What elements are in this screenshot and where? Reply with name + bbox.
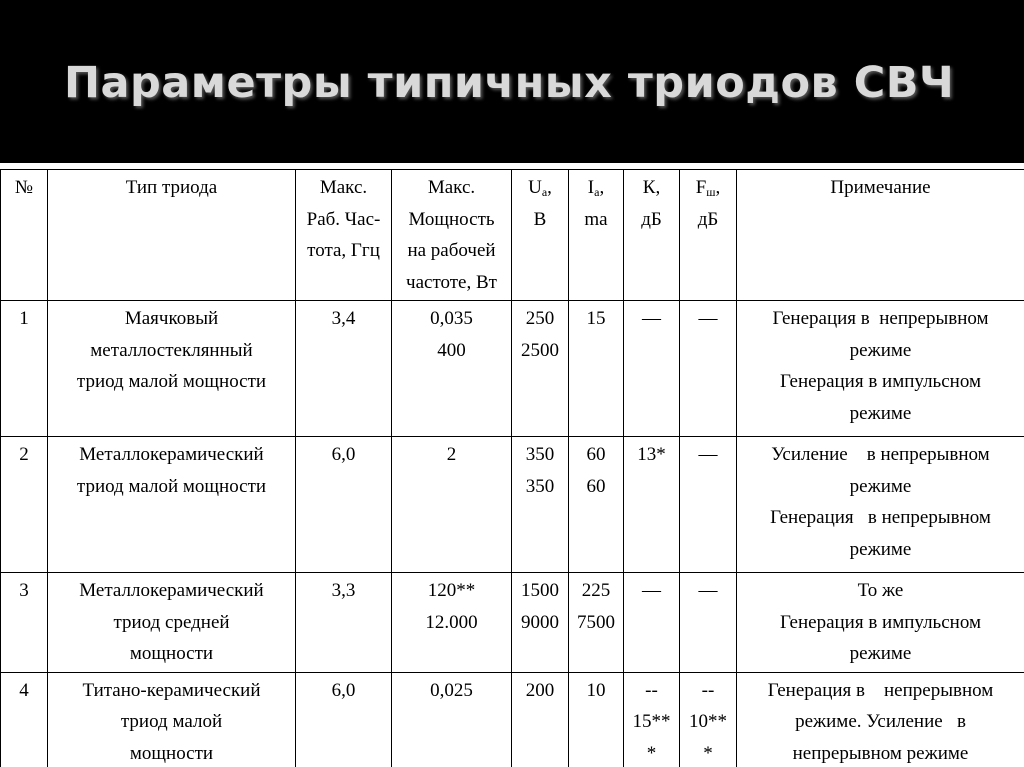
header-ua-rest: , [547,177,552,198]
cell-freq [296,573,392,673]
header-ia [569,170,624,301]
cell-k-line: -- [645,679,658,701]
cell-type-line: триод малой мощности [76,475,267,497]
cell-freq-text: 3,3 [331,580,356,601]
header-ia-sub: а [594,185,600,199]
cell-note-line: режиме [849,402,912,424]
cell-power-line: 2 [446,444,457,465]
header-note [737,170,1024,301]
cell-type-line: мощности [129,643,214,664]
cell-note-line: Генерация в непрерывном [770,507,991,528]
header-k-line: К, [642,177,661,198]
header-ua [512,170,569,301]
header-freq [296,170,392,301]
cell-note-line: Генерация в непрерывном [772,308,989,329]
cell-note-line: Генерация в импульсном [780,611,981,633]
cell-note-line: режиме [849,475,912,497]
cell-k-line: 13* [637,444,666,465]
cell-type-line: металлостеклянный [90,339,253,361]
cell-ia [569,573,624,673]
cell-f-line: — [698,580,718,601]
cell-num [1,437,48,573]
cell-note-line: режиме. Усиление в [795,711,966,732]
cell-f-line: 10** [689,711,727,732]
header-power [392,170,512,301]
cell-ia-line: 60 [586,475,606,497]
cell-k [624,672,680,767]
cell-power [392,672,512,767]
cell-type-line: Маячковый [124,308,219,329]
cell-ia [569,672,624,767]
header-ia-symbol [571,172,621,204]
cell-note-line: режиме [849,538,912,560]
cell-freq-text: 6,0 [331,679,356,701]
slide-title: Параметры типичных триодов СВЧ [64,58,955,108]
cell-ua [512,301,569,437]
cell-note [737,301,1024,437]
cell-ua-line: 2500 [521,339,559,361]
cell-power-line: 12.000 [425,611,478,633]
cell-num [1,301,48,437]
cell-num-text: 4 [19,679,29,701]
cell-f-line: -- [701,679,715,701]
cell-num [1,573,48,673]
cell-k-line: * [646,742,657,764]
cell-note-line: Усиление в непрерывном [771,444,990,465]
cell-ua [512,573,569,673]
header-type-text: Тип триода [125,177,218,198]
triodes-table [0,169,1024,767]
header-num [1,170,48,301]
header-note-text: Примечание [830,177,931,198]
header-power-line: Мощность [408,208,495,230]
title-bar [0,0,1024,163]
header-freq-line: Раб. Час- [306,208,381,230]
cell-f [680,437,737,573]
table-header-row [1,170,1024,301]
cell-note [737,672,1024,767]
header-k [624,170,680,301]
cell-ua-line: 350 [525,444,555,465]
cell-power-line: 400 [437,339,466,361]
header-ia-main: I [587,177,595,198]
header-num-text: № [14,177,34,198]
header-ia-rest: , [599,177,605,198]
cell-ua-line: 9000 [521,611,559,633]
cell-power [392,301,512,437]
header-power-line: Макс. [427,177,476,198]
cell-freq [296,672,392,767]
cell-freq-text: 3,4 [331,308,356,329]
header-ia-unit: ma [584,208,608,230]
cell-note-line: режиме [849,643,912,664]
header-freq-line: тота, Ггц [307,240,380,261]
header-ua-main: U [528,177,542,198]
cell-type-line: триод малой мощности [76,371,267,392]
cell-power [392,573,512,673]
cell-note [737,573,1024,673]
cell-ua [512,437,569,573]
cell-note-line: режиме [849,339,912,361]
cell-k-line: — [642,308,661,329]
header-f-unit: дБ [697,208,719,230]
cell-ia [569,437,624,573]
cell-ia-line: 60 [586,444,606,465]
cell-type-line: триод малой [120,711,223,732]
table-area [0,163,1024,767]
cell-num-text: 2 [19,444,29,465]
cell-note-line: непрерывном режиме [792,742,969,764]
cell-power-line: 120** [427,580,476,601]
cell-f-line: — [698,308,718,329]
cell-k [624,573,680,673]
header-f-symbol [682,172,734,204]
header-f-main: F [695,177,707,198]
header-f-sub: ш [706,185,716,199]
header-f [680,170,737,301]
cell-freq [296,437,392,573]
cell-ia-line: 225 [581,580,611,601]
cell-num-text: 1 [19,308,29,329]
header-power-line: частоте, Вт [406,271,497,293]
cell-ua-line: 1500 [521,580,559,601]
cell-note-line: То же [857,580,904,601]
cell-f-line: — [698,444,718,465]
cell-k-line: — [642,580,661,601]
cell-type-line: Металлокерамический [79,580,264,601]
cell-power-line: 0,035 [430,308,473,329]
header-ua-sub: а [541,185,548,199]
cell-note [737,437,1024,573]
cell-f [680,301,737,437]
cell-type-line: мощности [129,742,214,764]
header-ua-unit: В [533,208,547,230]
cell-k-line: 15** [632,711,671,732]
cell-type [48,672,296,767]
cell-type-line: триод средней [113,611,230,633]
header-f-rest: , [715,177,721,198]
cell-ia [569,301,624,437]
table-row [1,573,1024,673]
cell-num-text: 3 [19,580,29,601]
cell-ia-line: 15 [586,308,606,329]
cell-power-line: 0,025 [430,679,473,701]
cell-type [48,437,296,573]
cell-ia-line: 10 [586,679,606,701]
table-row [1,301,1024,437]
cell-note-line: Генерация в импульсном [780,371,981,392]
cell-f-line: * [703,742,713,764]
cell-freq [296,301,392,437]
cell-k [624,437,680,573]
cell-type-line: Титано-керамический [82,679,261,701]
cell-type-line: Металлокерамический [79,444,264,465]
cell-ua-line: 350 [525,475,555,497]
table-row [1,672,1024,767]
cell-f [680,672,737,767]
cell-ua [512,672,569,767]
cell-num [1,672,48,767]
cell-ua-line: 200 [525,679,555,701]
cell-type [48,573,296,673]
cell-k [624,301,680,437]
cell-power [392,437,512,573]
header-power-line: на рабочей [407,240,496,261]
header-freq-line: Макс. [319,177,368,198]
header-type [48,170,296,301]
header-k-line: дБ [641,208,662,230]
table-row [1,437,1024,573]
cell-note-line: Генерация в непрерывном [767,679,994,701]
cell-ua-line: 250 [525,308,555,329]
header-ua-symbol [514,172,566,204]
cell-ia-line: 7500 [577,611,615,633]
cell-freq-text: 6,0 [331,444,356,465]
cell-type [48,301,296,437]
cell-f [680,573,737,673]
